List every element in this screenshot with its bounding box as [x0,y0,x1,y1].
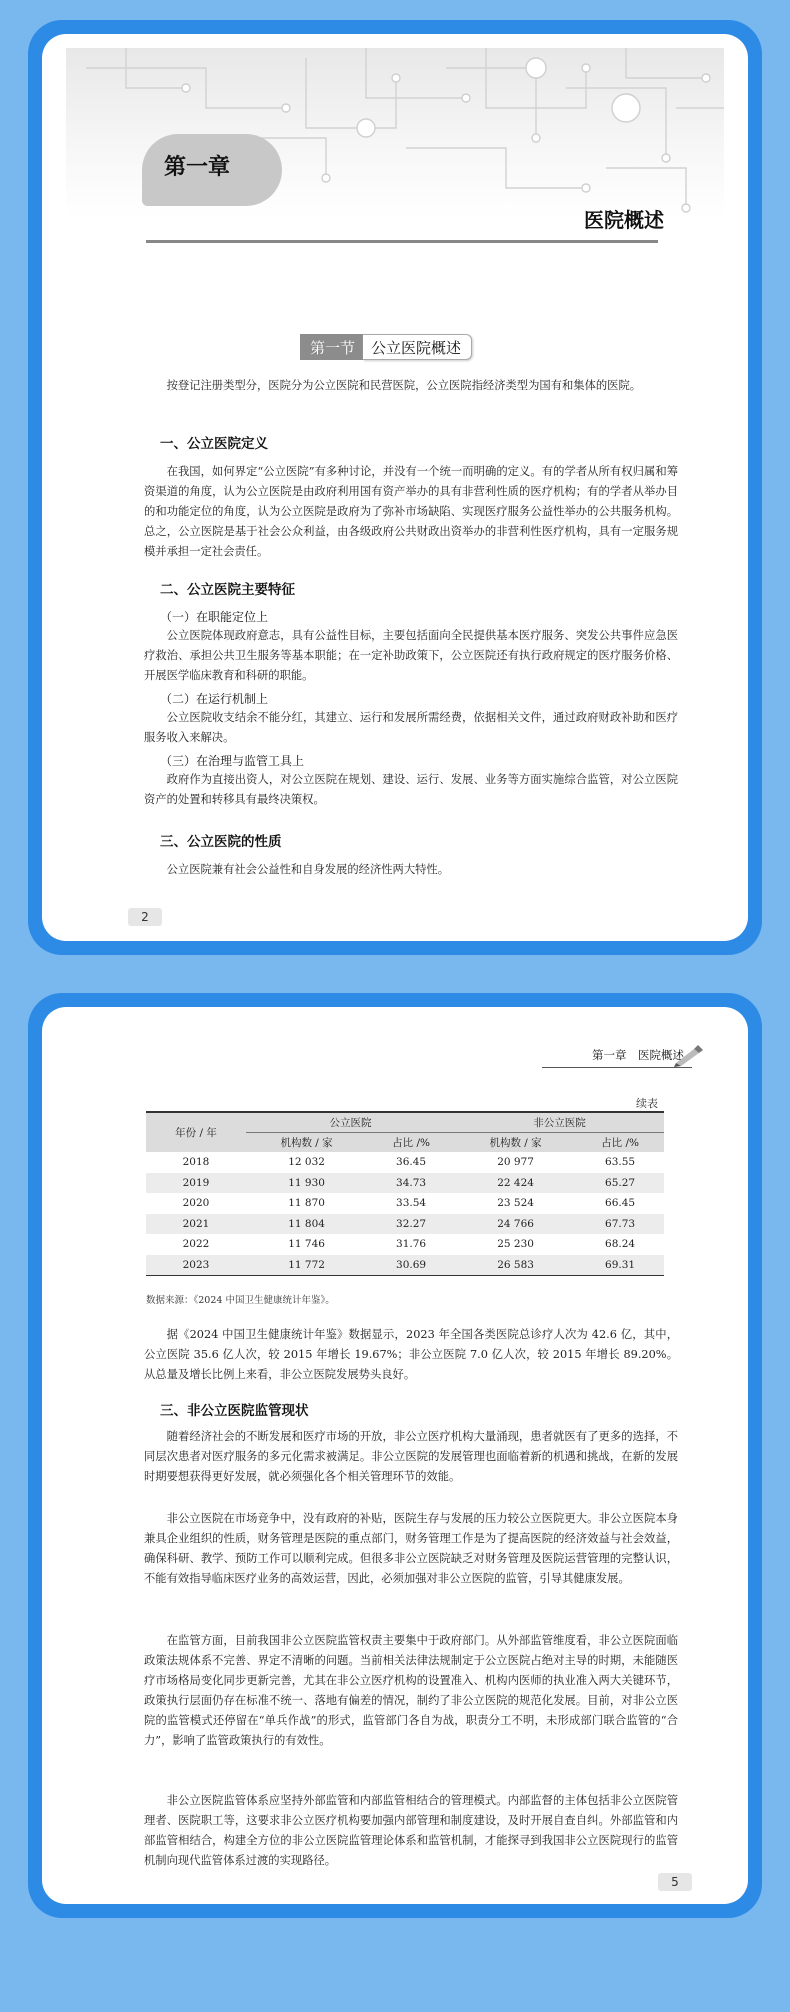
subheading-governance: （三）在治理与监管工具上 [160,754,305,768]
col-nonpublic-share: 占比 /% [576,1132,664,1152]
supervision-paragraph-3: 在监管方面，目前我国非公立医院监管权责主要集中于政府部门。从外部监管维度看，非公立医院面临政策法规体系不完善、界定不清晰的问题。当前相关法律法规制定于公立医院占绝对主导的时期，未能随医疗市场格局变化同步更新完善，尤其在非公立医疗机构的设置准入、机构内医师的执业准入两大关键环节，政策执行层面仍存在标准不统一、落地有偏差的情况，制约了非公立医院的规范化发展。目前，对非公立医院的监管模式还停留在“单兵作战”的形式，监管部门各自为战，职责分工不明，未形成部门联合监管的“合力”，影响了监管政策执行的有效性。 [144,1634,678,1747]
table-row: 2022 11 746 31.76 25 230 68.24 [182,1238,636,1251]
chapter-title: 医院概述 [584,208,664,232]
pen-icon [672,1043,706,1067]
supervision-paragraph-2: 非公立医院在市场竞争中，没有政府的补贴，医院生存与发展的压力较公立医院更大。非公立医院本身兼具企业组织的性质，财务管理是医院的重点部门，财务管理工作是为了提高医院的经济效益与社会效益，确保科研、教学、预防工作可以顺利完成。但很多非公立医院缺乏对财务管理及医院运营管理的完整认识，不能有效指导临床医疗业务的高效运营，因此，必须加强对非公立医院的监管，引导其健康发展。 [144,1512,678,1585]
heading-features: 二、公立医院主要特征 [160,582,295,598]
page-number: 2 [128,908,162,926]
page-frame-2 [28,993,762,1918]
col-public-count: 机构数 / 家 [246,1132,367,1152]
section-number: 第一节 [300,334,363,360]
table-row: 2021 11 804 32.27 24 766 67.73 [146,1214,664,1235]
table-continued-label: 续表 [636,1097,658,1110]
book-page-1 [42,34,748,941]
governance-paragraph: 政府作为直接出资人，对公立医院在规划、建设、运行、发展、业务等方面实施综合监管，对公立医院资产的处置和转移具有最终决策权。 [144,773,678,806]
hospital-count-table [146,1111,664,1276]
heading-definition: 一、公立医院定义 [160,436,268,452]
chapter-badge [142,134,282,206]
chapter-divider [146,240,658,243]
col-group-public: 公立医院 [246,1112,455,1132]
table-row: 2020 11 870 33.54 23 524 66.45 [182,1197,636,1210]
function-paragraph: 公立医院体现政府意志，具有公益性目标，主要包括面向全民提供基本医疗服务、突发公共事件应急医疗救治、承担公共卫生服务等基本职能；在一定补助政策下，公立医院还有执行政府规定的医疗服务价格、开展医学临床教育和科研的职能。 [144,629,678,682]
page-frame-1 [28,20,762,955]
col-public-share: 占比 /% [367,1132,455,1152]
table-row: 2023 11 772 30.69 26 583 69.31 [146,1255,664,1276]
supervision-paragraph-1: 随着经济社会的不断发展和医疗市场的开放，非公立医疗机构大量涌现，患者就医有了更多的选择，不同层次患者对医疗服务的多元化需求被满足。非公立医院的发展管理也面临着新的机遇和挑战，在新的发展时期要想获得更好发展，就必须强化各个相关管理环节的效能。 [144,1430,678,1483]
table-row: 2019 11 930 34.73 22 424 65.27 [146,1173,664,1194]
intro-paragraph: 按登记注册类型分，医院分为公立医院和民营医院，公立医院指经济类型为国有和集体的医院。 [166,379,642,392]
definition-paragraph: 在我国，如何界定“公立医院”有多种讨论，并没有一个统一而明确的定义。有的学者从所有权归属和筹资渠道的角度，认为公立医院是由政府利用国有资产举办的具有非营利性质的医疗机构；有的学者从举办目的和功能定位的角度，认为公立医院是政府为了弥补市场缺陷、实现医疗服务公益性举办的公共服务机构。总之，公立医院是基于社会公众利益，由各级政府公共财政出资举办的非营利性医疗机构，具有一定服务规模并承担一定社会责任。 [144,465,678,558]
book-page-2 [42,1007,748,1904]
table-row: 2018 12 032 36.45 20 977 63.55 [182,1156,636,1169]
running-header-rule [542,1067,692,1068]
operation-paragraph: 公立医院收支结余不能分红，其建立、运行和发展所需经费，依据相关文件，通过政府财政补助和医疗服务收入来解决。 [144,711,678,744]
heading-supervision: 三、非公立医院监管现状 [160,1403,309,1419]
col-group-nonpublic: 非公立医院 [455,1112,664,1132]
page-number: 5 [658,1873,692,1891]
subheading-function: （一）在职能定位上 [160,610,269,624]
chapter-label: 第一章 [164,155,231,180]
col-nonpublic-count: 机构数 / 家 [455,1132,576,1152]
nature-paragraph: 公立医院兼有社会公益性和自身发展的经济性两大特性。 [166,863,450,876]
col-year-header: 年份 / 年 [146,1112,246,1152]
stats-paragraph: 据《2024 中国卫生健康统计年鉴》数据显示，2023 年全国各类医院总诊疗人次为 42.6 亿，其中，公立医院 35.6 亿人次，较 2015 年增长 19.67%；非公立医院 7.0 亿人次，较 2015 年增长 89.20%。从总量及增长比例上来看，非公立医院发展势头良好。 [144,1328,678,1381]
section-heading [300,334,472,360]
section-title: 公立医院概述 [363,334,472,360]
running-header: 第一章 医院概述 [592,1048,684,1062]
supervision-paragraph-4: 非公立医院监管体系应坚持外部监管和内部监管相结合的管理模式。内部监督的主体包括非公立医院管理者、医院职工等，这要求非公立医疗机构要加强内部管理和制度建设，及时开展自查自纠。外部监管和内部监管相结合，构建全方位的非公立医院监管理论体系和监管机制，才能探寻到我国非公立医院现行的监管机制向现代监管体系过渡的实现路径。 [144,1794,678,1867]
table-source-note: 数据来源：《2024 中国卫生健康统计年鉴》。 [146,1295,335,1306]
subheading-operation: （二）在运行机制上 [160,692,269,706]
heading-nature: 三、公立医院的性质 [160,834,282,850]
